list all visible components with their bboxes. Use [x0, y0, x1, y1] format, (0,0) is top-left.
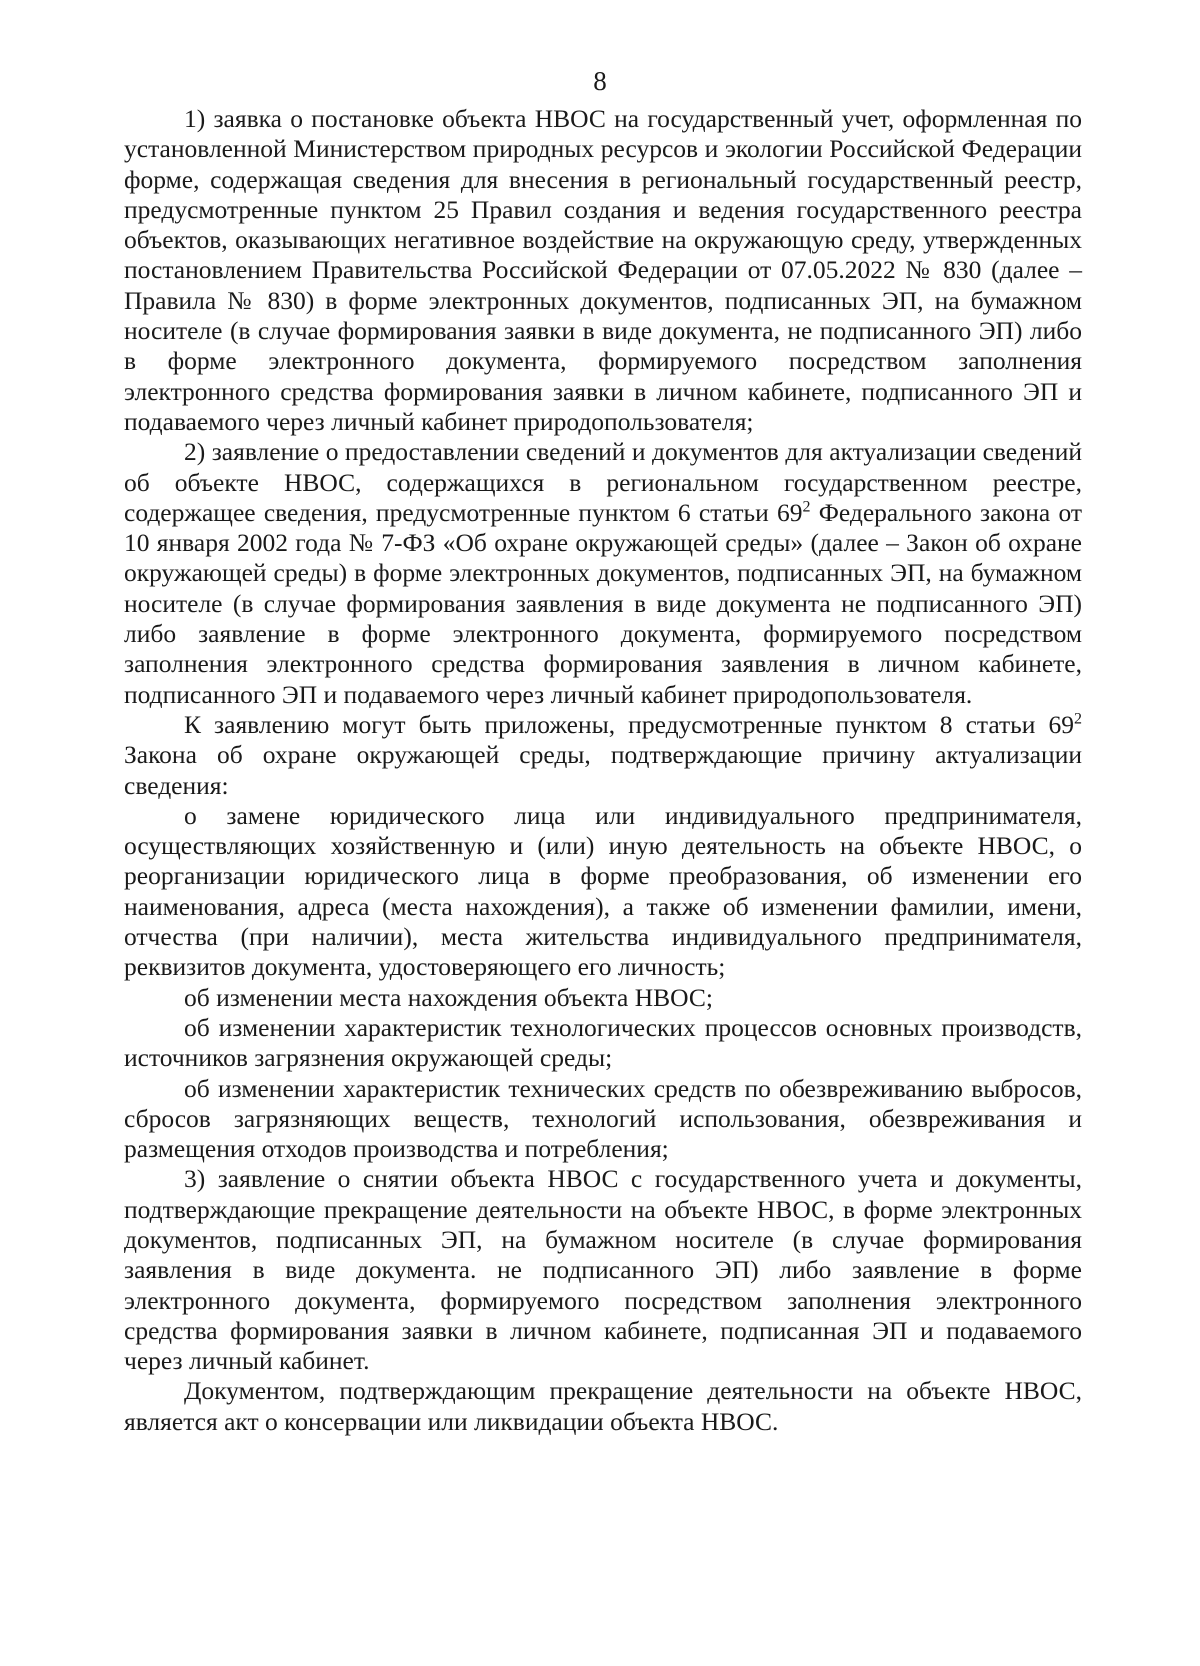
page-number: 8: [593, 66, 607, 96]
paragraph-technical-means-change: об изменении характеристик технических средств по обезвреживанию выбросов, сбросов загрязняющих веществ, технологий использования, обезвреживания и размещения отходов производства и потребления;: [124, 1073, 1082, 1164]
superscript: 2: [1074, 710, 1082, 728]
paragraph-replacement-entity: о замене юридического лица или индивидуального предпринимателя, осуществляющих хозяйственную и (или) иную деятельность на объекте НВОС, о реорганизации юридического лица в форме преобразования, об изменении его наименования, адреса (места нахождения), а также об изменении фамилии, имени, отчества (при наличии), места жительства индивидуального предпринимателя, реквизитов документа, удостоверяющего его личность;: [124, 800, 1082, 982]
paragraph-location-change: об изменении места нахождения объекта НВОС;: [184, 982, 713, 1012]
paragraph-text: Закона об охране окружающей среды, подтверждающие причину актуализации сведения:: [124, 740, 1082, 800]
document-body: [124, 104, 1082, 1437]
paragraph-text: К заявлению могут быть приложены, предусмотренные пунктом 8 статьи 69: [184, 709, 1074, 739]
paragraph-attachments-intro: [124, 710, 1082, 801]
superscript: 2: [802, 498, 811, 516]
paragraph-termination-document: Документом, подтверждающим прекращение деятельности на объекте НВОС, является акт о консервации или ликвидации объекта НВОС.: [124, 1376, 1082, 1436]
paragraph-item-3-deregistration: 3) заявление о снятии объекта НВОС с государственного учета и документы, подтверждающие прекращение деятельности на объекте НВОС, в форме электронных документов, подписанных ЭП, на бумажном носителе (в случае формирования заявления в виде документа. не подписанного ЭП) либо заявление в форме электронного документа, формируемого посредством заполнения электронного средства формирования заявки в личном кабинете, подписанная ЭП и подаваемого через личный кабинет.: [124, 1164, 1082, 1376]
paragraph-item-2-application-update: [124, 437, 1082, 710]
paragraph-text: 2) заявление о предоставлении сведений и документов для актуализации сведений об объекте НВОС, содержащихся в региональном государственном реестре, содержащее сведения, предусмотренные пунктом 6 статьи 69: [124, 437, 1082, 527]
paragraph-text: Федерального закона от 10 января 2002 года № 7-ФЗ «Об охране окружающей среды» (далее – Закон об охране окружающей среды) в форме электронных документов, подписанных ЭП, на бумажном носителе (в случае формирования заявления в виде документа не подписанного ЭП) либо заявление в форме электронного документа, формируемого посредством заполнения электронного средства формирования заявления в личном кабинете, подписанного ЭП и подаваемого через личный кабинет природопользователя.: [124, 497, 1083, 709]
paragraph-process-change: об изменении характеристик технологических процессов основных производств, источников загрязнения окружающей среды;: [124, 1012, 1082, 1073]
paragraph-item-1-application-registration: 1) заявка о постановке объекта НВОС на государственный учет, оформленная по установленной Министерством природных ресурсов и экологии Российской Федерации форме, содержащая сведения для внесения в региональный государственный реестр, предусмотренные пунктом 25 Правил создания и ведения государственного реестра объектов, оказывающих негативное воздействие на окружающую среду, утвержденных постановлением Правительства Российской Федерации от 07.05.2022 № 830 (далее – Правила № 830) в форме электронных документов, подписанных ЭП, на бумажном носителе (в случае формирования заявки в виде документа, не подписанного ЭП) либо в форме электронного документа, формируемого посредством заполнения электронного средства формирования заявки в личном кабинете, подписанного ЭП и подаваемого через личный кабинет природопользователя;: [124, 104, 1082, 436]
